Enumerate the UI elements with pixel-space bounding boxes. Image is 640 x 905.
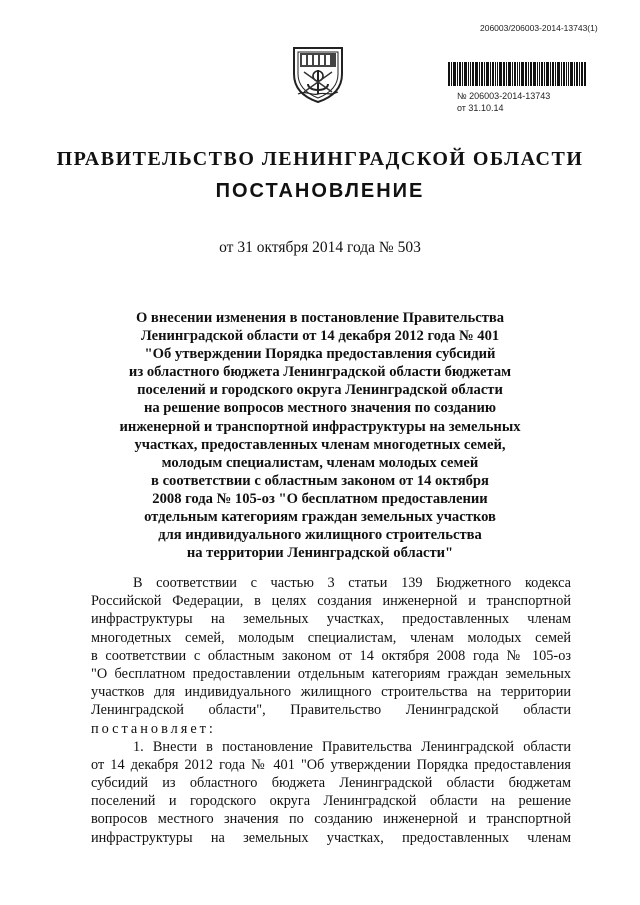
subject-line: на территории Ленинградской области" xyxy=(186,545,454,562)
resolution-subject xyxy=(90,309,550,562)
coat-of-arms-emblem xyxy=(290,44,346,104)
body-line: в соответствии с областным законом от 14 октября 2008 года № 105-оз xyxy=(91,647,571,664)
body-line: поселений и городского округа Ленинградской области на решение xyxy=(91,793,571,810)
subject-line: Ленинградской области от 14 декабря 2012 года № 401 xyxy=(140,328,500,345)
body-line: Ленинградской области", Правительство Ленинградской области xyxy=(91,702,571,719)
subject-line: в соответствии с областным законом от 14 октября xyxy=(151,472,489,489)
document-code: 206003/206003-2014-13743(1) xyxy=(480,23,598,33)
subject-line: О внесении изменения в постановление Правительства xyxy=(135,310,505,326)
body-text xyxy=(91,574,571,847)
subject-line: отдельным категориям граждан земельных участков xyxy=(144,509,496,526)
body-line: инфраструктуры на земельных участках, предоставленных членам xyxy=(91,829,571,846)
body-line: многодетных семей, молодым специалистам, членам молодых семей xyxy=(91,629,571,646)
barcode xyxy=(448,62,586,86)
subject-line: 2008 года № 105-оз "О бесплатном предоставлении xyxy=(152,490,488,507)
subject-line: молодым специалистам, членам молодых семей xyxy=(161,454,479,471)
subject-line: для индивидуального жилищного строительства xyxy=(158,527,482,544)
document-type-title: ПОСТАНОВЛЕНИЕ xyxy=(215,180,425,202)
registration-date: от 31.10.14 xyxy=(457,103,504,113)
body-line: вопросов местного значения по созданию инженерной и транспортной xyxy=(91,811,571,828)
subject-line: участках, предоставленных членам многодетных семей, xyxy=(134,436,506,453)
subject-line: поселений и городского округа Ленинградской области xyxy=(137,382,503,399)
subject-line: из областного бюджета Ленинградской области бюджетам xyxy=(128,364,512,381)
registration-number: № 206003-2014-13743 xyxy=(457,91,551,101)
government-title: ПРАВИТЕЛЬСТВО ЛЕНИНГРАДСКОЙ ОБЛАСТИ xyxy=(56,148,584,170)
body-line: участков для индивидуального жилищного строительства на территории xyxy=(91,684,571,701)
subject-line: инженерной и транспортной инфраструктуры на земельных xyxy=(119,418,521,435)
body-line: Российской Федерации, в целях создания инженерной и транспортной xyxy=(91,593,571,610)
body-line: В соответствии с частью 3 статьи 139 Бюджетного кодекса xyxy=(133,575,571,591)
subject-line: "Об утверждении Порядка предоставления субсидий xyxy=(144,346,496,363)
body-line: от 14 декабря 2012 года № 401 "Об утверждении Порядка предоставления xyxy=(91,756,571,773)
body-line-resolves: постановляет: xyxy=(91,720,216,737)
body-line: 1. Внести в постановление Правительства Ленинградской области xyxy=(133,738,571,755)
body-line: субсидий из областного бюджета Ленинградской области бюджетам xyxy=(91,775,571,792)
document-date-number: от 31 октября 2014 года № 503 xyxy=(219,239,421,256)
subject-line: на решение вопросов местного значения по созданию xyxy=(143,400,497,417)
body-line: инфраструктуры на земельных участках, предоставленных членам xyxy=(91,611,571,628)
body-line: "О бесплатном предоставлении отдельным категориям граждан земельных xyxy=(91,665,571,682)
